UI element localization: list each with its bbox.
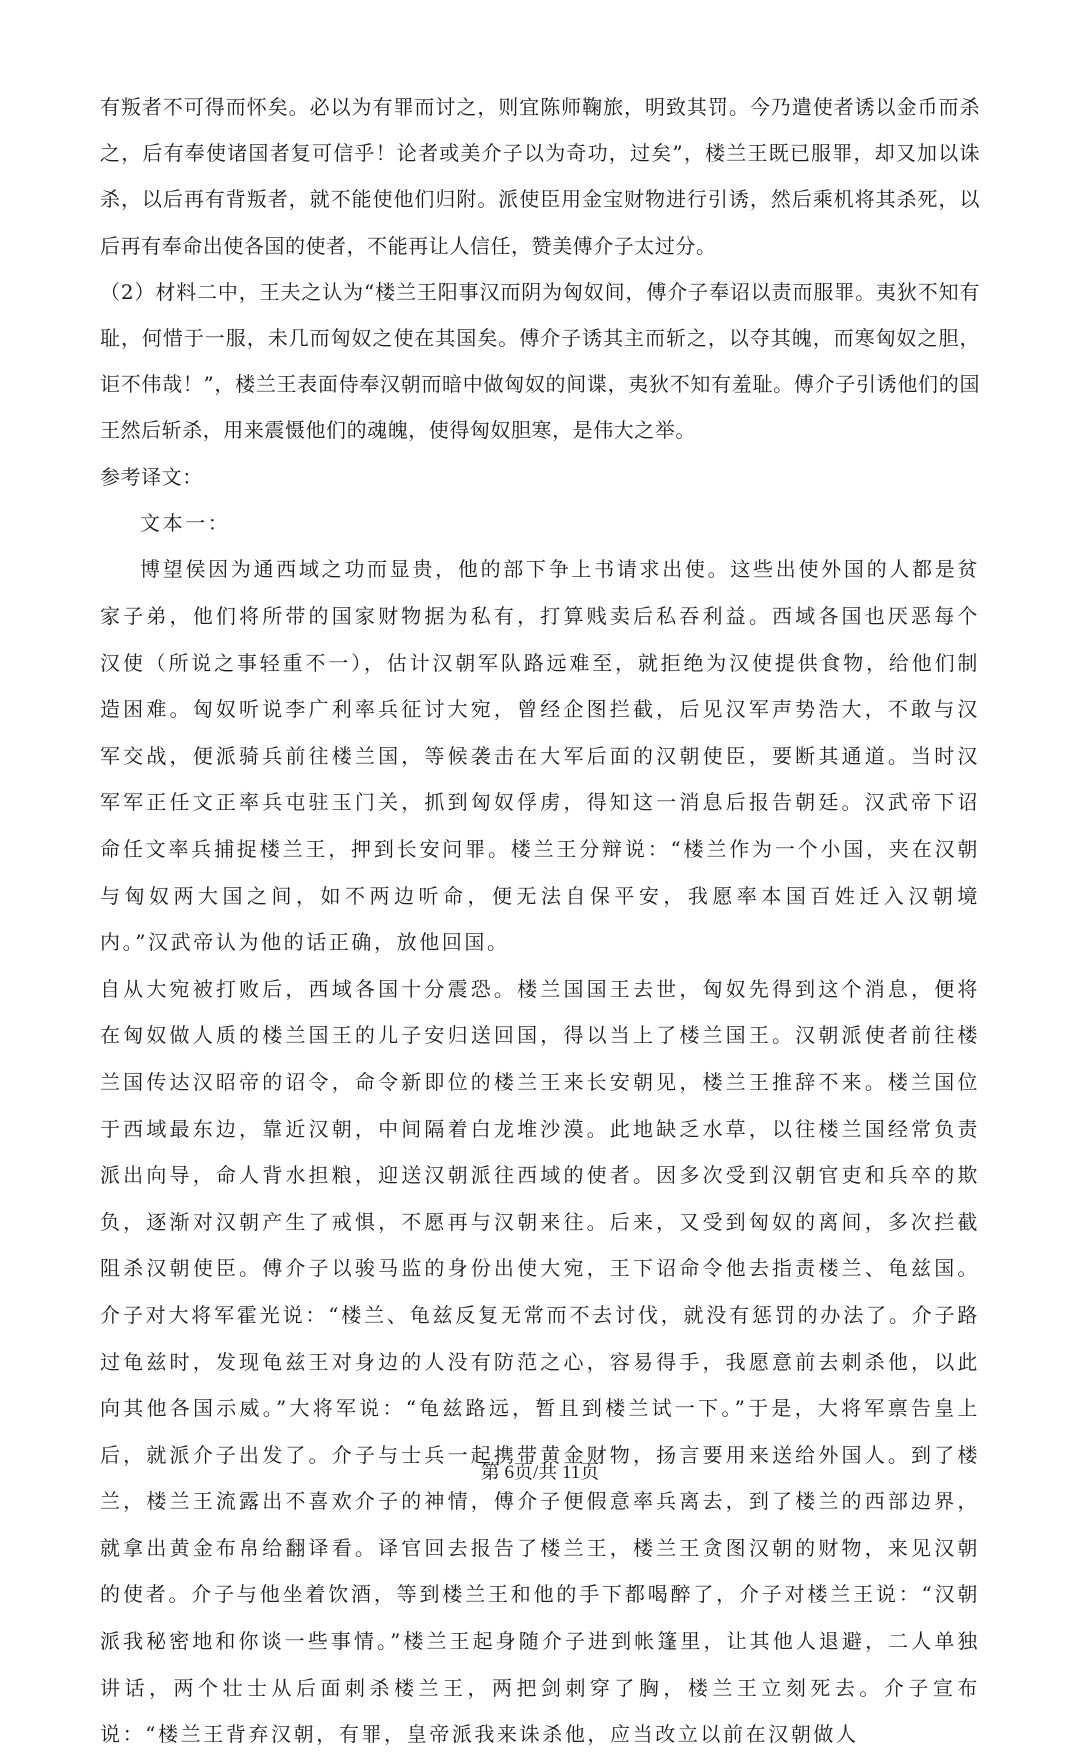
- text-one-paragraph: 自从大宛被打败后，西域各国十分震恐。楼兰国国王去世，匈奴先得到这个消息，便将在匈奴做人质的楼兰国王的儿子安归送回国，得以当上了楼兰国王。汉朝派使者前往楼兰国传达汉昭帝的诏令，命令新即位的楼兰王来长安朝见，楼兰王推辞不来。楼兰国位于西域最东边，靠近汉朝，中间隔着白龙堆沙漠。此地缺乏水草，以往楼兰国经常负责派出向导，命人背水担粮，迎送汉朝派往西域的使者。因多次受到汉朝官吏和兵卒的欺负，逐渐对汉朝产生了戒惧，不愿再与汉朝来往。后来，又受到匈奴的离间，多次拦截阻杀汉朝使臣。傅介子以骏马监的身份出使大宛，王下诏命令他去指责楼兰、龟兹国。介子对大将军霍光说：“楼兰、龟兹反复无常而不去讨伐，就没有惩罚的办法了。介子路过龟兹时，发现龟兹王对身边的人没有防范之心，容易得手，我愿意前去刺杀他，以此向其他各国示威。”大将军说：“龟兹路远，暂且到楼兰试一下。”于是，大将军禀告皇上后，就派介子出发了。介子与士兵一起携带黄金财物，扬言要用来送给外国人。到了楼兰，楼兰王流露出不喜欢介子的神情，傅介子便假意率兵离去，到了楼兰的西部边界，就拿出黄金布帛给翻译看。译官回去报告了楼兰王，楼兰王贪图汉朝的财物，来见汉朝的使者。介子与他坐着饮酒，等到楼兰王和他的手下都喝醉了，介子对楼兰王说：“汉朝派我秘密地和你谈一些事情。”楼兰王起身随介子进到帐篷里，让其他人退避，二人单独讲话，两个壮士从后面刺杀楼兰王，两把剑刺穿了胸，楼兰王立刻死去。介子宣布说：“楼兰王背弃汉朝，有罪，皇帝派我来诛杀他，应当改立以前在汉朝做人: [100, 976, 980, 1747]
- page-content: [100, 84, 980, 1758]
- text-one-label: 文本一：: [140, 510, 231, 535]
- reference-translation-label: 参考译文：: [100, 464, 203, 489]
- answer-part-1-continuation: 有叛者不可得而怀矣。必以为有罪而讨之，则宜陈师鞠旅，明致其罚。今乃遣使者诱以金币而杀之，后有奉使诸国者复可信乎！论者或美介子以为奇功，过矣”，楼兰王既已服罪，却又加以诛杀，以后再有背叛者，就不能使他们归附。派使臣用金宝财物进行引诱，然后乘机将其杀死，以后再有奉命出使各国的使者，不能再让人信任，赞美傅介子太过分。: [100, 95, 980, 258]
- page-footer-indicator: 第 6页/共 11页: [480, 1462, 600, 1483]
- answer-part-2: （2）材料二中，王夫之认为“楼兰王阳事汉而阴为匈奴间，傅介子奉诏以责而服罪。夷狄不知有耻，何惜于一服，未几而匈奴之使在其国矣。傅介子诱其主而斩之，以夺其魄，而寒匈奴之胆，讵不伟哉！”，楼兰王表面侍奉汉朝而暗中做匈奴的间谍，夷狄不知有羞耻。傅介子引诱他们的国王然后斩杀，用来震慑他们的魂魄，使得匈奴胆寒，是伟大之举。: [100, 279, 980, 443]
- text-one-paragraph: 博望侯因为通西域之功而显贵，他的部下争上书请求出使。这些出使外国的人都是贫家子弟，他们将所带的国家财物据为私有，打算贱卖后私吞利益。西域各国也厌恶每个汉使（所说之事轻重不一），估计汉朝军队路远难至，就拒绝为汉使提供食物，给他们制造困难。匈奴听说李广利率兵征讨大宛，曾经企图拦截，后见汉军声势浩大，不敢与汉军交战，便派骑兵前往楼兰国，等候袭击在大军后面的汉朝使臣，要断其通道。当时汉军军正任文正率兵屯驻玉门关，抓到匈奴俘虏，得知这一消息后报告朝廷。汉武帝下诏命任文率兵捕捉楼兰王，押到长安问罪。楼兰王分辩说：“楼兰作为一个小国，夹在汉朝与匈奴两大国之间，如不两边听命，便无法自保平安，我愿率本国百姓迁入汉朝境内。”汉武帝认为他的话正确，放他回国。: [100, 557, 980, 955]
